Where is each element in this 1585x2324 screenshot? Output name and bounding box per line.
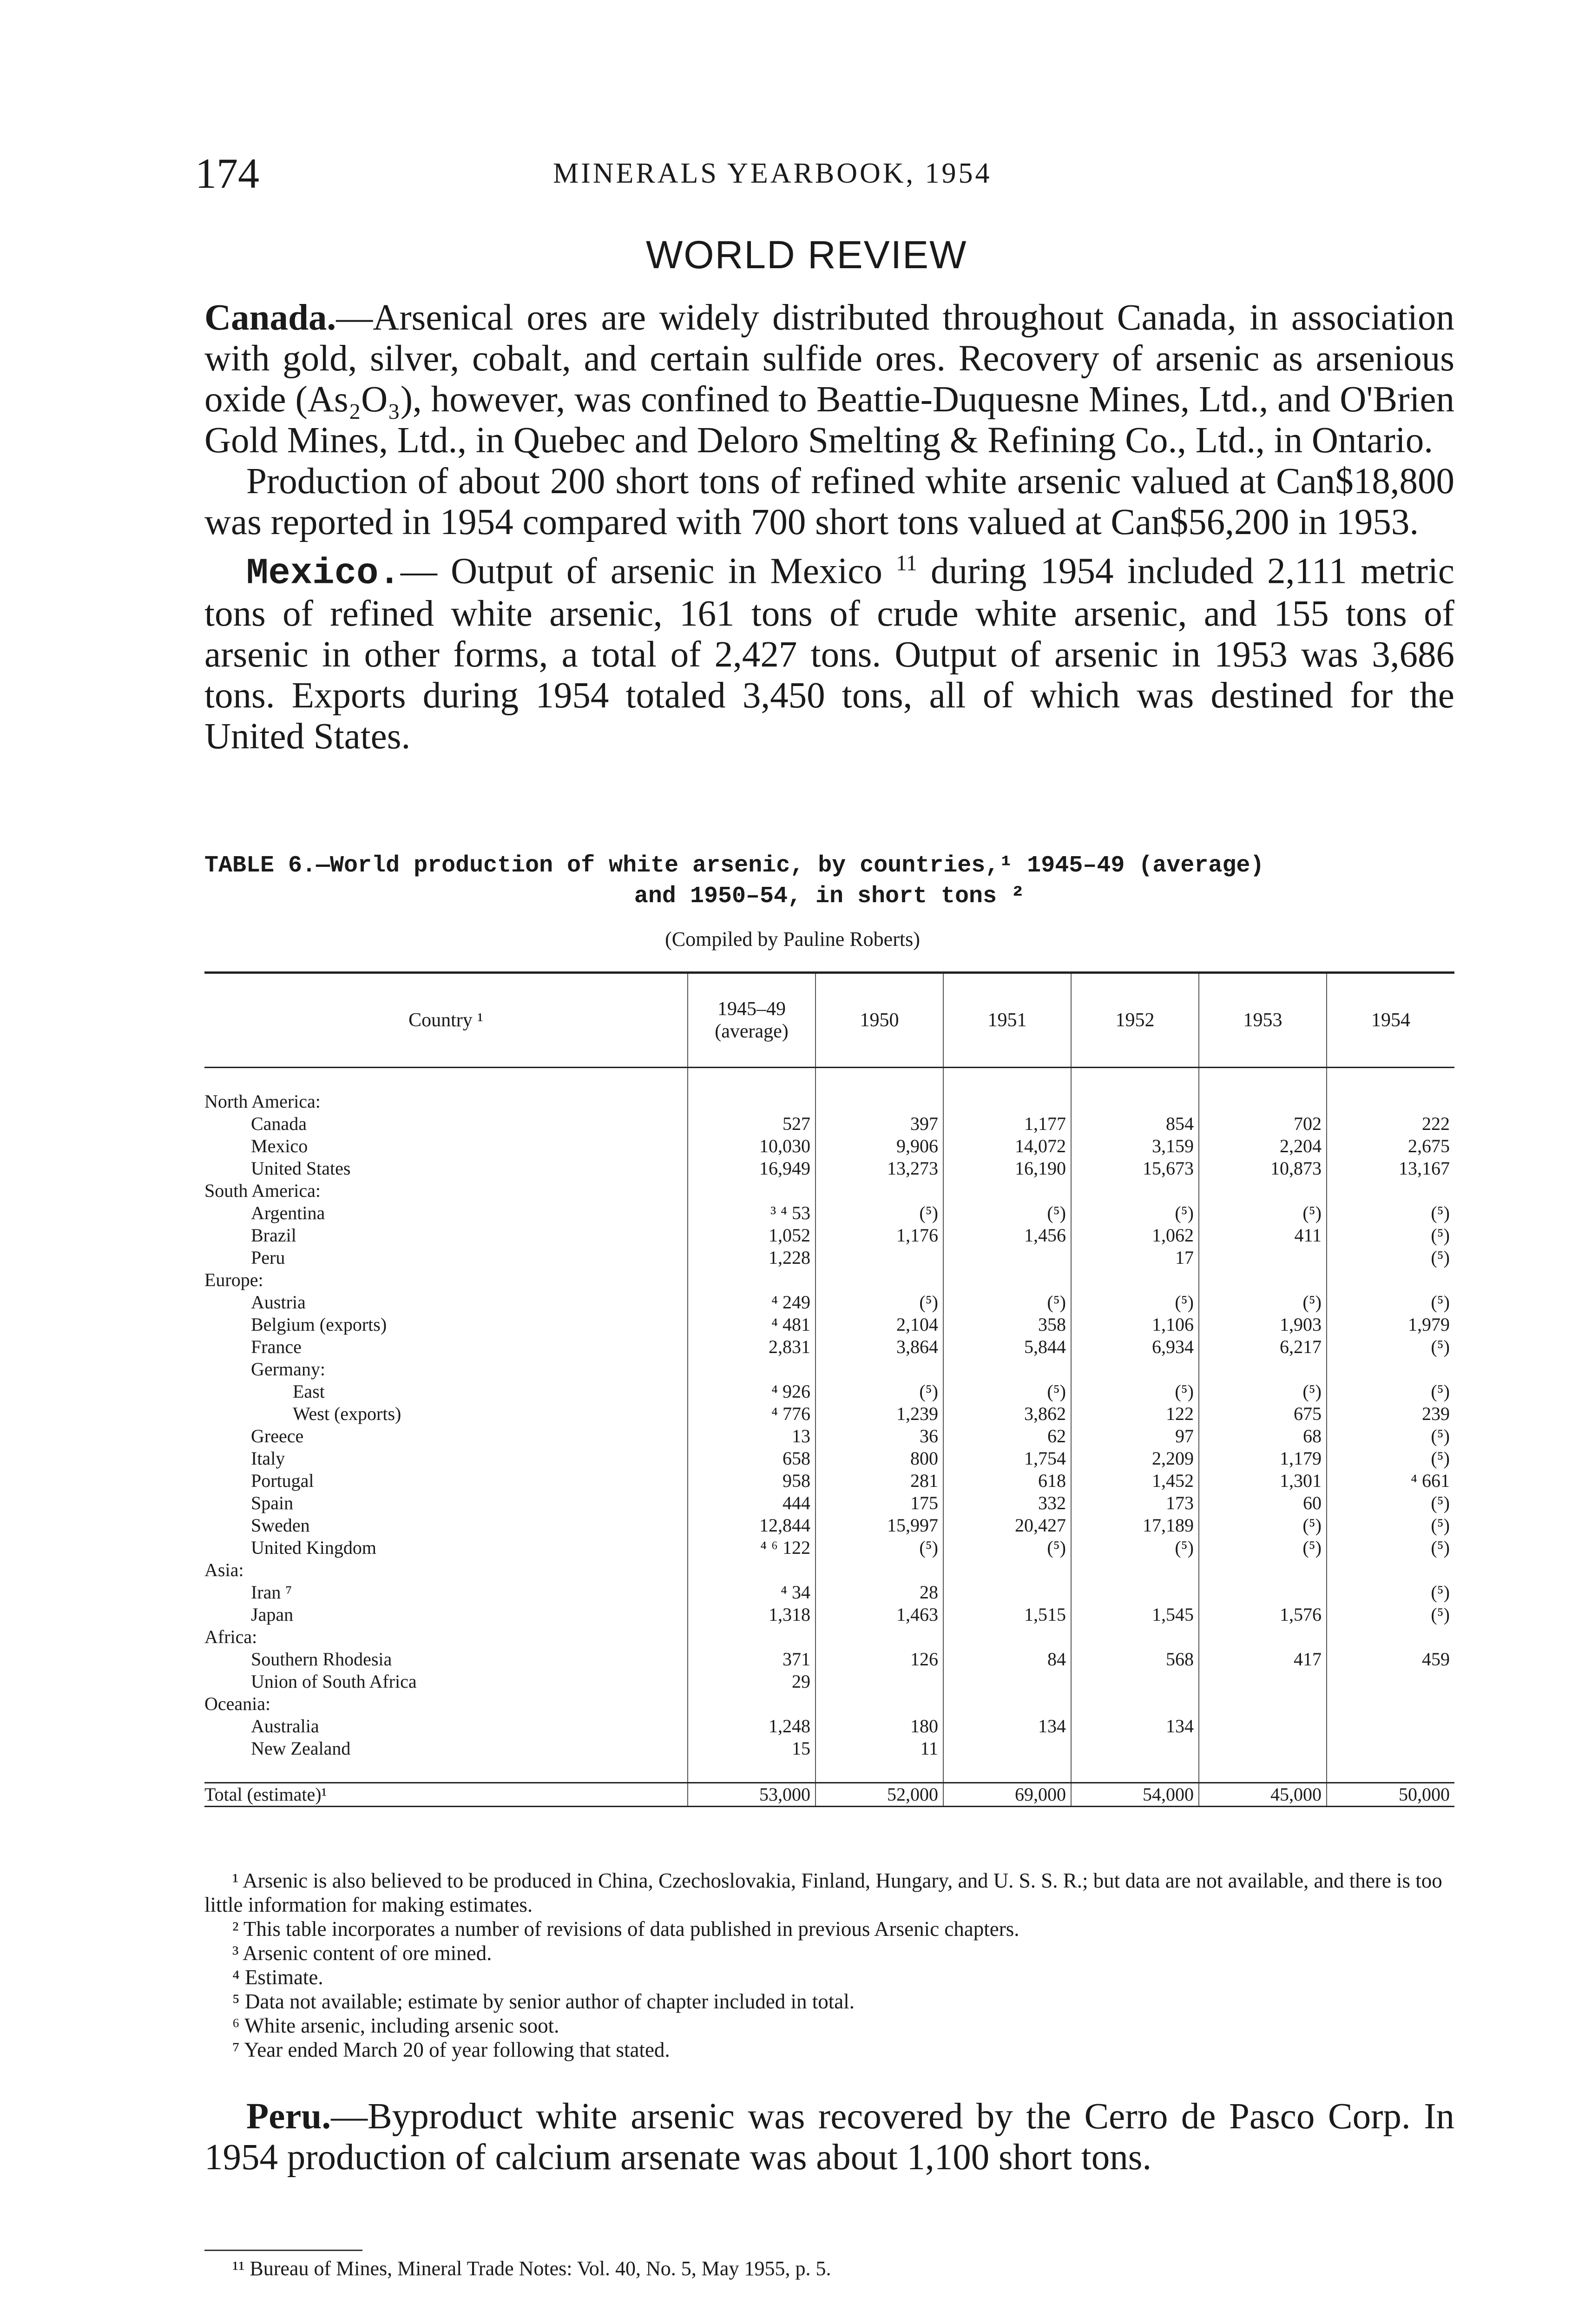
table-cell: 17,189 — [1071, 1514, 1199, 1537]
column-header-year: 1951 — [943, 973, 1071, 1068]
table-cell — [1327, 1715, 1454, 1737]
table-cell: 1,301 — [1199, 1470, 1327, 1492]
table-cell — [1199, 1358, 1327, 1380]
total-cell: 45,000 — [1199, 1783, 1327, 1807]
body-text-bottom — [204, 2096, 1454, 2178]
table-cell: 122 — [1071, 1403, 1199, 1425]
table-total-row — [204, 1783, 1454, 1807]
table-cell: 134 — [943, 1715, 1071, 1737]
table-cell: (⁵) — [816, 1202, 943, 1224]
table-cell: (⁵) — [943, 1537, 1071, 1559]
table-cell: ⁴ 926 — [688, 1380, 816, 1403]
table-cell: 134 — [1071, 1715, 1199, 1737]
table-cell: ³ ⁴ 53 — [688, 1202, 816, 1224]
column-header-year: 1954 — [1327, 973, 1454, 1068]
total-cell: 50,000 — [1327, 1783, 1454, 1807]
total-label: Total (estimate)¹ — [204, 1783, 688, 1807]
table-cell: 958 — [688, 1470, 816, 1492]
table-cell — [688, 1090, 816, 1113]
country-label: South America: — [204, 1180, 321, 1201]
footnote-rule — [204, 2250, 362, 2251]
table-cell: 1,318 — [688, 1604, 816, 1626]
table-cell: 173 — [1071, 1492, 1199, 1514]
table-cell: (⁵) — [816, 1537, 943, 1559]
table-footnote: ¹ Arsenic is also believed to be produced in China, Czechoslovakia, Finland, Hungary, and U. S. S. R.; but data are not available, and there is too little information for making estimates. — [204, 1869, 1442, 1916]
table-cell — [1071, 1180, 1199, 1202]
table-cell: (⁵) — [1071, 1291, 1199, 1314]
table-cell — [688, 1559, 816, 1581]
paragraph-canada-production: Production of about 200 short tons of refined white arsenic valued at Can$18,800 was reported in 1954 compared with 700 short tons valued at Can$56,200 in 1953. — [204, 461, 1454, 542]
country-label: Canada — [251, 1113, 307, 1134]
table-cell: 854 — [1071, 1113, 1199, 1135]
table-cell: ⁴ 249 — [688, 1291, 816, 1314]
table-cell: 9,906 — [816, 1135, 943, 1157]
table-cell: 20,427 — [943, 1514, 1071, 1537]
table-cell: (⁵) — [1327, 1514, 1454, 1537]
table-cell — [688, 1358, 816, 1380]
table-cell: (⁵) — [1327, 1291, 1454, 1314]
table-spacer-row — [204, 1068, 1454, 1091]
table-cell — [1199, 1737, 1327, 1760]
table-cell: 68 — [1199, 1425, 1327, 1447]
table-cell — [688, 1626, 816, 1648]
column-header-year: 1952 — [1071, 973, 1199, 1068]
table-row — [204, 1291, 1454, 1314]
country-label: Union of South Africa — [251, 1671, 417, 1692]
country-label: Africa: — [204, 1626, 257, 1647]
table-footnote: ⁷ Year ended March 20 of year following that stated. — [232, 2038, 670, 2061]
table-cell: 444 — [688, 1492, 816, 1514]
table-cell: 1,979 — [1327, 1314, 1454, 1336]
table-cell — [943, 1670, 1071, 1693]
table-row — [204, 1358, 1454, 1380]
table-cell — [688, 1693, 816, 1715]
table-row — [204, 1380, 1454, 1403]
table-cell — [1071, 1090, 1199, 1113]
table-cell: 12,844 — [688, 1514, 816, 1537]
table-cell — [943, 1180, 1071, 1202]
table-row — [204, 1737, 1454, 1760]
table-cell: 371 — [688, 1648, 816, 1670]
table-cell — [1071, 1670, 1199, 1693]
production-table — [204, 971, 1454, 1807]
table-cell: (⁵) — [816, 1291, 943, 1314]
table-cell: 1,463 — [816, 1604, 943, 1626]
country-label: Argentina — [251, 1202, 325, 1223]
table-cell: (⁵) — [943, 1291, 1071, 1314]
column-header-year: 1950 — [816, 973, 943, 1068]
table-cell — [1327, 1737, 1454, 1760]
table-cell: 332 — [943, 1492, 1071, 1514]
table-cell: 17 — [1071, 1247, 1199, 1269]
table-cell: 15,997 — [816, 1514, 943, 1537]
table-row — [204, 1113, 1454, 1135]
table-cell: 1,248 — [688, 1715, 816, 1737]
table-cell: 2,675 — [1327, 1135, 1454, 1157]
table-footnote: ³ Arsenic content of ore mined. — [232, 1941, 492, 1965]
table-cell — [816, 1358, 943, 1380]
page-number: 174 — [195, 150, 259, 197]
table-cell — [1199, 1715, 1327, 1737]
country-label: West (exports) — [293, 1403, 401, 1424]
table-cell: (⁵) — [1199, 1202, 1327, 1224]
table-cell: 1,062 — [1071, 1224, 1199, 1247]
table-cell: 126 — [816, 1648, 943, 1670]
table-cell: (⁵) — [1327, 1447, 1454, 1470]
table-cell — [943, 1626, 1071, 1648]
country-label: Mexico — [251, 1136, 308, 1156]
table-row — [204, 1180, 1454, 1202]
table-cell — [688, 1180, 816, 1202]
table-cell — [816, 1559, 943, 1581]
table-row — [204, 1559, 1454, 1581]
table-cell — [816, 1269, 943, 1291]
total-cell: 52,000 — [816, 1783, 943, 1807]
table-cell — [1327, 1670, 1454, 1693]
table-cell: 1,239 — [816, 1403, 943, 1425]
lead-peru: Peru. — [246, 2096, 331, 2137]
column-header-year: 1953 — [1199, 973, 1327, 1068]
table-cell — [1327, 1358, 1454, 1380]
table-cell: 417 — [1199, 1648, 1327, 1670]
table-cell: 2,209 — [1071, 1447, 1199, 1470]
column-header-year: 1945–49 (average) — [688, 973, 816, 1068]
table-row — [204, 1537, 1454, 1559]
column-header-country: Country ¹ — [204, 973, 688, 1068]
table-cell — [1199, 1670, 1327, 1693]
country-label: Iran ⁷ — [251, 1582, 292, 1603]
table-cell: (⁵) — [1327, 1224, 1454, 1247]
table-cell: (⁵) — [1327, 1581, 1454, 1604]
table-cell: (⁵) — [1327, 1202, 1454, 1224]
country-label: United Kingdom — [251, 1537, 376, 1558]
table-cell: 1,903 — [1199, 1314, 1327, 1336]
table-row — [204, 1403, 1454, 1425]
table-cell — [1199, 1693, 1327, 1715]
table-cell — [943, 1358, 1071, 1380]
table-cell — [1071, 1581, 1199, 1604]
table-cell — [816, 1180, 943, 1202]
table-cell — [943, 1247, 1071, 1269]
table-cell — [1071, 1269, 1199, 1291]
table-cell: 16,190 — [943, 1157, 1071, 1180]
table-row — [204, 1470, 1454, 1492]
country-label: North America: — [204, 1091, 321, 1112]
table-row — [204, 1336, 1454, 1358]
country-label: Italy — [251, 1448, 285, 1469]
table-row — [204, 1670, 1454, 1693]
table-row — [204, 1626, 1454, 1648]
table-row — [204, 1693, 1454, 1715]
country-label: Spain — [251, 1492, 294, 1513]
table-cell — [1327, 1559, 1454, 1581]
table-cell — [1327, 1269, 1454, 1291]
table-row — [204, 1157, 1454, 1180]
table-cell — [816, 1626, 943, 1648]
table-cell: (⁵) — [1327, 1336, 1454, 1358]
total-cell: 69,000 — [943, 1783, 1071, 1807]
table-row — [204, 1715, 1454, 1737]
page-footnote: ¹¹ Bureau of Mines, Mineral Trade Notes: Vol. 40, No. 5, May 1955, p. 5. — [232, 2257, 831, 2280]
table-cell: 175 — [816, 1492, 943, 1514]
table-cell — [1327, 1180, 1454, 1202]
table-cell: 1,754 — [943, 1447, 1071, 1470]
table-caption-line2: and 1950–54, in short tons ² — [634, 883, 1025, 910]
table-cell — [1327, 1693, 1454, 1715]
table-cell — [1071, 1358, 1199, 1380]
table-cell: 1,052 — [688, 1224, 816, 1247]
table-cell: 358 — [943, 1314, 1071, 1336]
table-cell: 1,179 — [1199, 1447, 1327, 1470]
table-cell: ⁴ 34 — [688, 1581, 816, 1604]
body-text-top — [204, 297, 1454, 757]
table-cell: (⁵) — [1327, 1537, 1454, 1559]
table-cell — [1199, 1581, 1327, 1604]
table-cell: 15,673 — [1071, 1157, 1199, 1180]
table-cell: (⁵) — [1327, 1380, 1454, 1403]
table-cell — [1327, 1090, 1454, 1113]
table-cell: 239 — [1327, 1403, 1454, 1425]
table-cell — [1327, 1626, 1454, 1648]
table-footnote: ⁵ Data not available; estimate by senior author of chapter included in total. — [232, 1990, 855, 2013]
table-cell — [816, 1693, 943, 1715]
table-cell: 28 — [816, 1581, 943, 1604]
table-cell — [1071, 1626, 1199, 1648]
table-cell: 2,104 — [816, 1314, 943, 1336]
table-cell — [943, 1737, 1071, 1760]
country-label: Austria — [251, 1292, 306, 1313]
table-cell: ⁴ 481 — [688, 1314, 816, 1336]
table-cell: (⁵) — [1071, 1202, 1199, 1224]
table-cell — [816, 1670, 943, 1693]
table-cell: 180 — [816, 1715, 943, 1737]
table-cell: 527 — [688, 1113, 816, 1135]
table-cell: ⁴ ⁶ 122 — [688, 1537, 816, 1559]
table-row — [204, 1447, 1454, 1470]
table-cell: 1,176 — [816, 1224, 943, 1247]
table-compiled-by: (Compiled by Pauline Roberts) — [665, 928, 920, 951]
table-cell: 1,452 — [1071, 1470, 1199, 1492]
table-cell: 14,072 — [943, 1135, 1071, 1157]
table-cell: 6,217 — [1199, 1336, 1327, 1358]
table-cell: 29 — [688, 1670, 816, 1693]
table-cell: 16,949 — [688, 1157, 816, 1180]
total-cell: 53,000 — [688, 1783, 816, 1807]
section-title: WORLD REVIEW — [646, 233, 967, 277]
country-label: Germany: — [251, 1359, 325, 1380]
country-label: Greece — [251, 1426, 304, 1446]
table-cell: 397 — [816, 1113, 943, 1135]
running-title: MINERALS YEARBOOK, 1954 — [553, 158, 992, 189]
table-cell: (⁵) — [1327, 1425, 1454, 1447]
table-cell — [943, 1090, 1071, 1113]
table-cell: ⁴ 776 — [688, 1403, 816, 1425]
table-cell: 6,934 — [1071, 1336, 1199, 1358]
table-cell: 60 — [1199, 1492, 1327, 1514]
table-row — [204, 1492, 1454, 1514]
country-label: Oceania: — [204, 1693, 271, 1714]
table-footnote: ² This table incorporates a number of revisions of data published in previous Arsenic chapters. — [232, 1917, 1019, 1941]
table-cell: (⁵) — [1327, 1604, 1454, 1626]
table-cell: 10,030 — [688, 1135, 816, 1157]
text-peru: —Byproduct white arsenic was recovered by the Cerro de Pasco Corp. In 1954 production of calcium arsenate was about 1,100 short tons. — [204, 2096, 1454, 2178]
table-cell: 3,862 — [943, 1403, 1071, 1425]
country-label: Brazil — [251, 1225, 296, 1246]
table-cell — [1199, 1090, 1327, 1113]
table-cell — [1199, 1626, 1327, 1648]
table-cell — [943, 1693, 1071, 1715]
table-cell: 3,159 — [1071, 1135, 1199, 1157]
lead-canada: Canada. — [204, 297, 336, 338]
table-cell: (⁵) — [1327, 1247, 1454, 1269]
country-label: Portugal — [251, 1470, 314, 1491]
country-label: Europe: — [204, 1269, 263, 1290]
total-cell: 54,000 — [1071, 1783, 1199, 1807]
table-cell: (⁵) — [943, 1380, 1071, 1403]
table-cell — [816, 1090, 943, 1113]
table-cell — [943, 1559, 1071, 1581]
text-mexico-a: — Output of arsenic in Mexico — [400, 551, 896, 592]
country-label: New Zealand — [251, 1738, 351, 1759]
table-spacer-row — [204, 1760, 1454, 1783]
table-cell: (⁵) — [1199, 1514, 1327, 1537]
table-cell — [1199, 1180, 1327, 1202]
table-cell: 222 — [1327, 1113, 1454, 1135]
table-cell: (⁵) — [1071, 1380, 1199, 1403]
table-footnote: ⁴ Estimate. — [232, 1966, 323, 1989]
table-row — [204, 1604, 1454, 1626]
country-label: Australia — [251, 1716, 319, 1736]
table-row — [204, 1425, 1454, 1447]
table-cell: 675 — [1199, 1403, 1327, 1425]
table-cell: 62 — [943, 1425, 1071, 1447]
table-cell: (⁵) — [1071, 1537, 1199, 1559]
table-cell: 702 — [1199, 1113, 1327, 1135]
country-label: East — [293, 1381, 325, 1402]
table-footnote: ⁶ White arsenic, including arsenic soot. — [232, 2014, 559, 2037]
table-cell: ⁴ 661 — [1327, 1470, 1454, 1492]
table-cell: 2,831 — [688, 1336, 816, 1358]
table-cell — [1071, 1693, 1199, 1715]
table-row — [204, 1314, 1454, 1336]
table-cell: (⁵) — [1327, 1492, 1454, 1514]
lead-mexico: Mexico. — [246, 552, 401, 594]
country-label: Southern Rhodesia — [251, 1649, 392, 1670]
table-cell: 3,864 — [816, 1336, 943, 1358]
text-canada: —Arsenical ores are widely distributed throughout Canada, in association with gold, silver, cobalt, and certain sulfide ores. Recovery of arsenic as arsenious oxide (As₂O₃), however, was confined to Beattie-Duquesne Mines, Ltd., and O'Brien Gold Mines, Ltd., in Quebec and Deloro Smelting & Refining Co., Ltd., in Ontario. — [204, 297, 1454, 461]
table-cell — [688, 1269, 816, 1291]
country-label: France — [251, 1336, 302, 1357]
table-cell: 11 — [816, 1737, 943, 1760]
table-footnotes — [204, 1868, 1454, 2062]
table-row — [204, 1202, 1454, 1224]
table-cell: 568 — [1071, 1648, 1199, 1670]
table-cell: (⁵) — [816, 1380, 943, 1403]
country-label: Japan — [251, 1604, 294, 1625]
table-cell: 1,177 — [943, 1113, 1071, 1135]
table-caption — [204, 851, 1454, 912]
country-label: Peru — [251, 1247, 285, 1268]
table-caption-line1: TABLE 6.—World production of white arsenic, by countries,¹ 1945–49 (average) — [204, 852, 1264, 879]
table-cell: 10,873 — [1199, 1157, 1327, 1180]
country-label: Sweden — [251, 1515, 310, 1536]
table-cell: 1,515 — [943, 1604, 1071, 1626]
table-row — [204, 1135, 1454, 1157]
table-cell — [1199, 1269, 1327, 1291]
table-cell: 13 — [688, 1425, 816, 1447]
table-cell — [1199, 1247, 1327, 1269]
country-label: Asia: — [204, 1559, 244, 1580]
table-cell: 15 — [688, 1737, 816, 1760]
table-cell: 281 — [816, 1470, 943, 1492]
footnote-ref-11: 11 — [896, 551, 917, 575]
table-cell: 1,106 — [1071, 1314, 1199, 1336]
table-cell: (⁵) — [943, 1202, 1071, 1224]
country-label: Belgium (exports) — [251, 1314, 387, 1335]
table-row — [204, 1648, 1454, 1670]
table-cell — [1071, 1737, 1199, 1760]
table-cell: 13,167 — [1327, 1157, 1454, 1180]
table-cell — [1071, 1559, 1199, 1581]
table-cell: 459 — [1327, 1648, 1454, 1670]
table-row — [204, 1090, 1454, 1113]
table-cell: 1,545 — [1071, 1604, 1199, 1626]
table-cell: 36 — [816, 1425, 943, 1447]
table-cell: 84 — [943, 1648, 1071, 1670]
country-label: United States — [251, 1158, 351, 1179]
table-cell: 5,844 — [943, 1336, 1071, 1358]
table-cell: 97 — [1071, 1425, 1199, 1447]
table-row — [204, 1247, 1454, 1269]
table-row — [204, 1269, 1454, 1291]
table-cell: 2,204 — [1199, 1135, 1327, 1157]
table-cell: 618 — [943, 1470, 1071, 1492]
table-cell: 13,273 — [816, 1157, 943, 1180]
table-cell: 411 — [1199, 1224, 1327, 1247]
table-cell: 800 — [816, 1447, 943, 1470]
paragraph-mexico — [204, 543, 1454, 757]
table-cell — [816, 1247, 943, 1269]
table-row — [204, 1514, 1454, 1537]
text-mexico-b: during 1954 included 2,111 metric tons of refined white arsenic, 161 tons of crude white arsenic, and 155 tons of arsenic in other forms, a total of 2,427 tons. Output of arsenic in 1953 was 3,686 tons. Exports during 1954 totaled 3,450 tons, all of which was destined for the United States. — [204, 551, 1455, 757]
table-cell — [943, 1581, 1071, 1604]
paragraph-peru — [204, 2096, 1454, 2178]
table-cell: 1,576 — [1199, 1604, 1327, 1626]
table-cell: 1,456 — [943, 1224, 1071, 1247]
paragraph-canada — [204, 297, 1454, 461]
table-cell — [1199, 1559, 1327, 1581]
table-cell: (⁵) — [1199, 1380, 1327, 1403]
table-cell — [943, 1269, 1071, 1291]
table-cell: (⁵) — [1199, 1291, 1327, 1314]
table-row — [204, 1581, 1454, 1604]
table-row — [204, 1224, 1454, 1247]
table-cell: (⁵) — [1199, 1537, 1327, 1559]
table-cell: 658 — [688, 1447, 816, 1470]
table-cell: 1,228 — [688, 1247, 816, 1269]
